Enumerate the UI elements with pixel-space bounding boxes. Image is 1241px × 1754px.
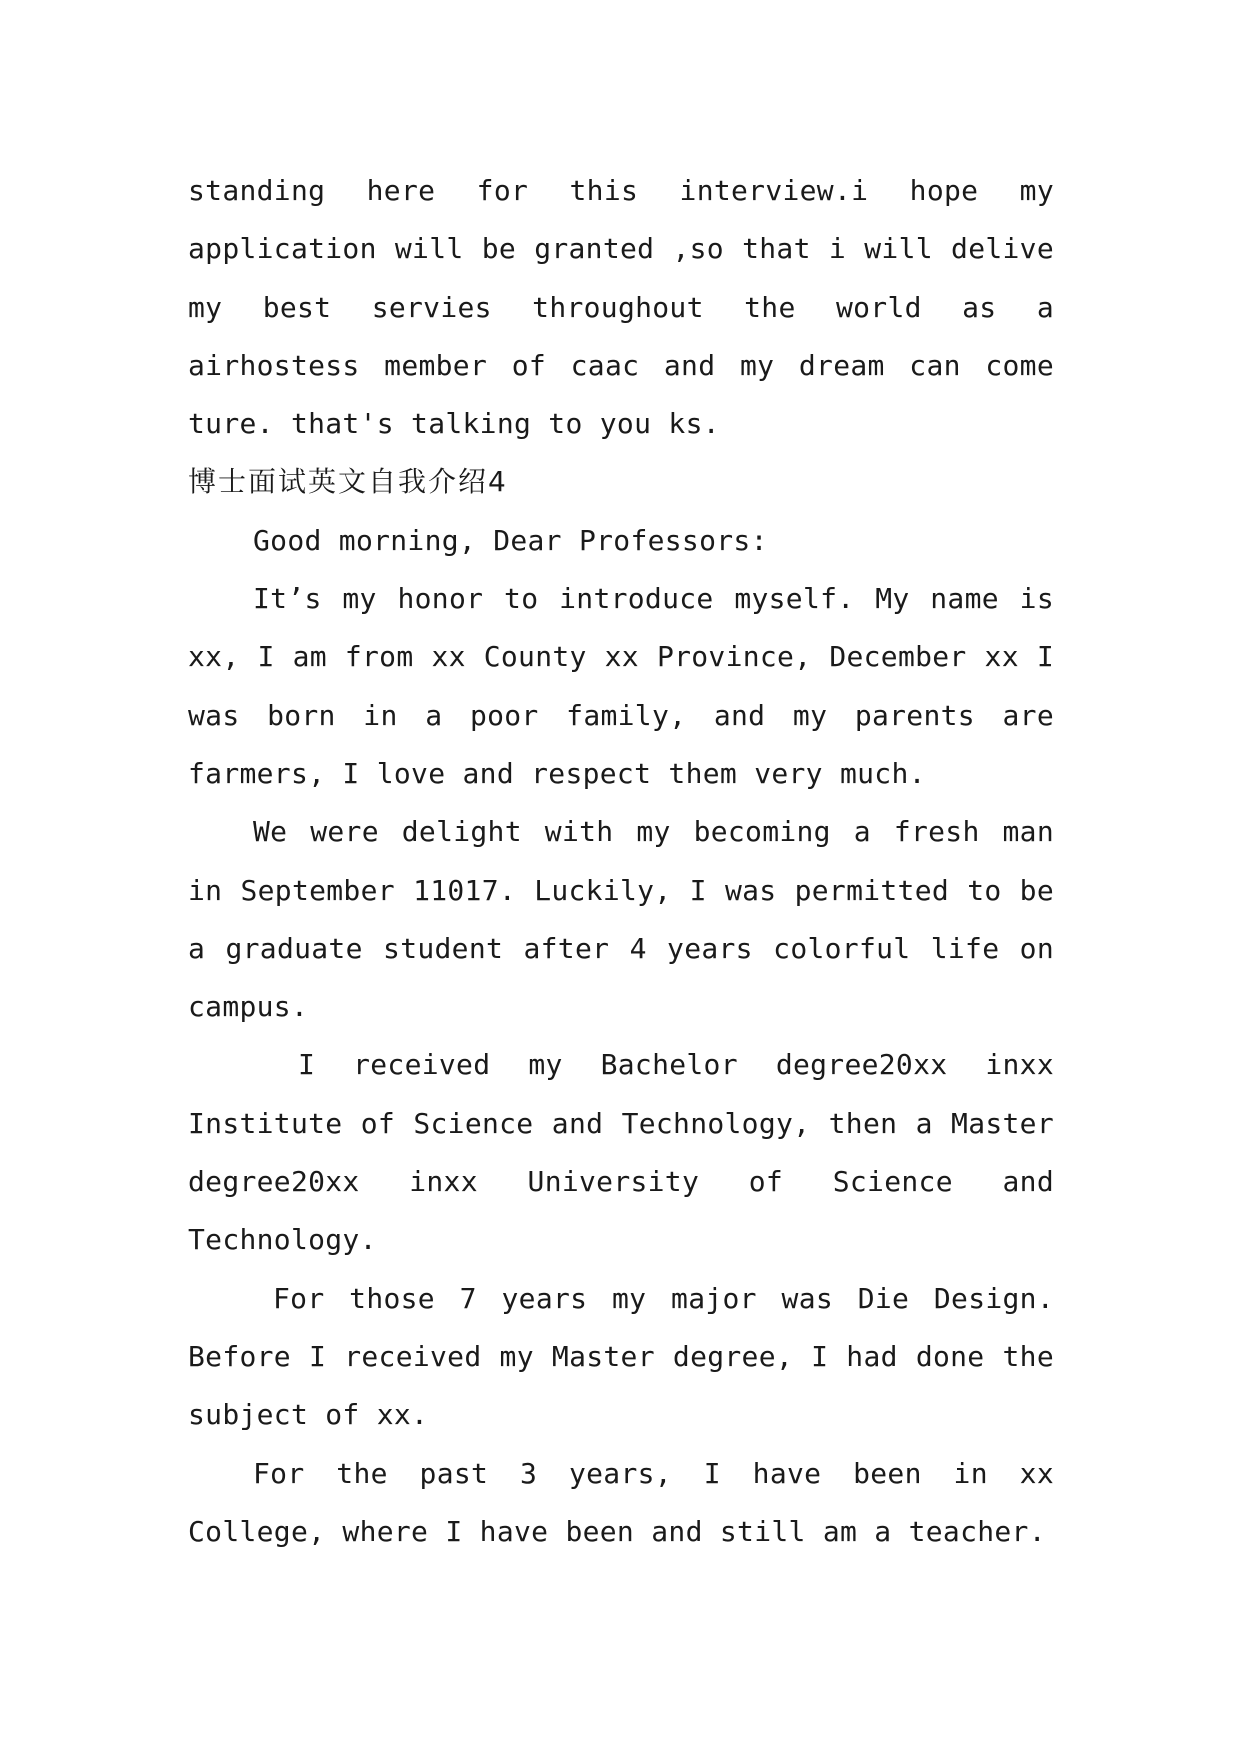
paragraph-introduction: It’s my honor to introduce myself. My name is xx, I am from xx County xx Province, December xx I was born in a poor family, and my parents are farmers, I love and respect them very much. — [188, 582, 1054, 790]
paragraph-continuation: standing here for this interview.i hope my application will be granted ,so that i will delive my best servies throughout the world as a airhostess member of caac and my dream can come ture. that's talking to you ks. — [188, 174, 1054, 441]
section-heading: 博士面试英文自我介绍4 — [188, 465, 508, 499]
document-body — [188, 162, 1054, 1561]
paragraph-teaching: For the past 3 years, I have been in xx College, where I have been and still am a teacher. — [188, 1456, 1054, 1548]
paragraph-major: For those 7 years my major was Die Design. Before I received my Master degree, I had done the subject of xx. — [188, 1281, 1054, 1432]
paragraph-greeting: Good morning, Dear Professors: — [253, 523, 768, 557]
paragraph-freshman: We were delight with my becoming a fresh man in September 11017. Luckily, I was permitted to be a graduate student after 4 years colorful life on campus. — [188, 815, 1054, 1024]
paragraph-degrees: I received my Bachelor degree20xx inxx Institute of Science and Technology, then a Master degree20xx inxx University of Science and Technology. — [188, 1048, 1054, 1257]
